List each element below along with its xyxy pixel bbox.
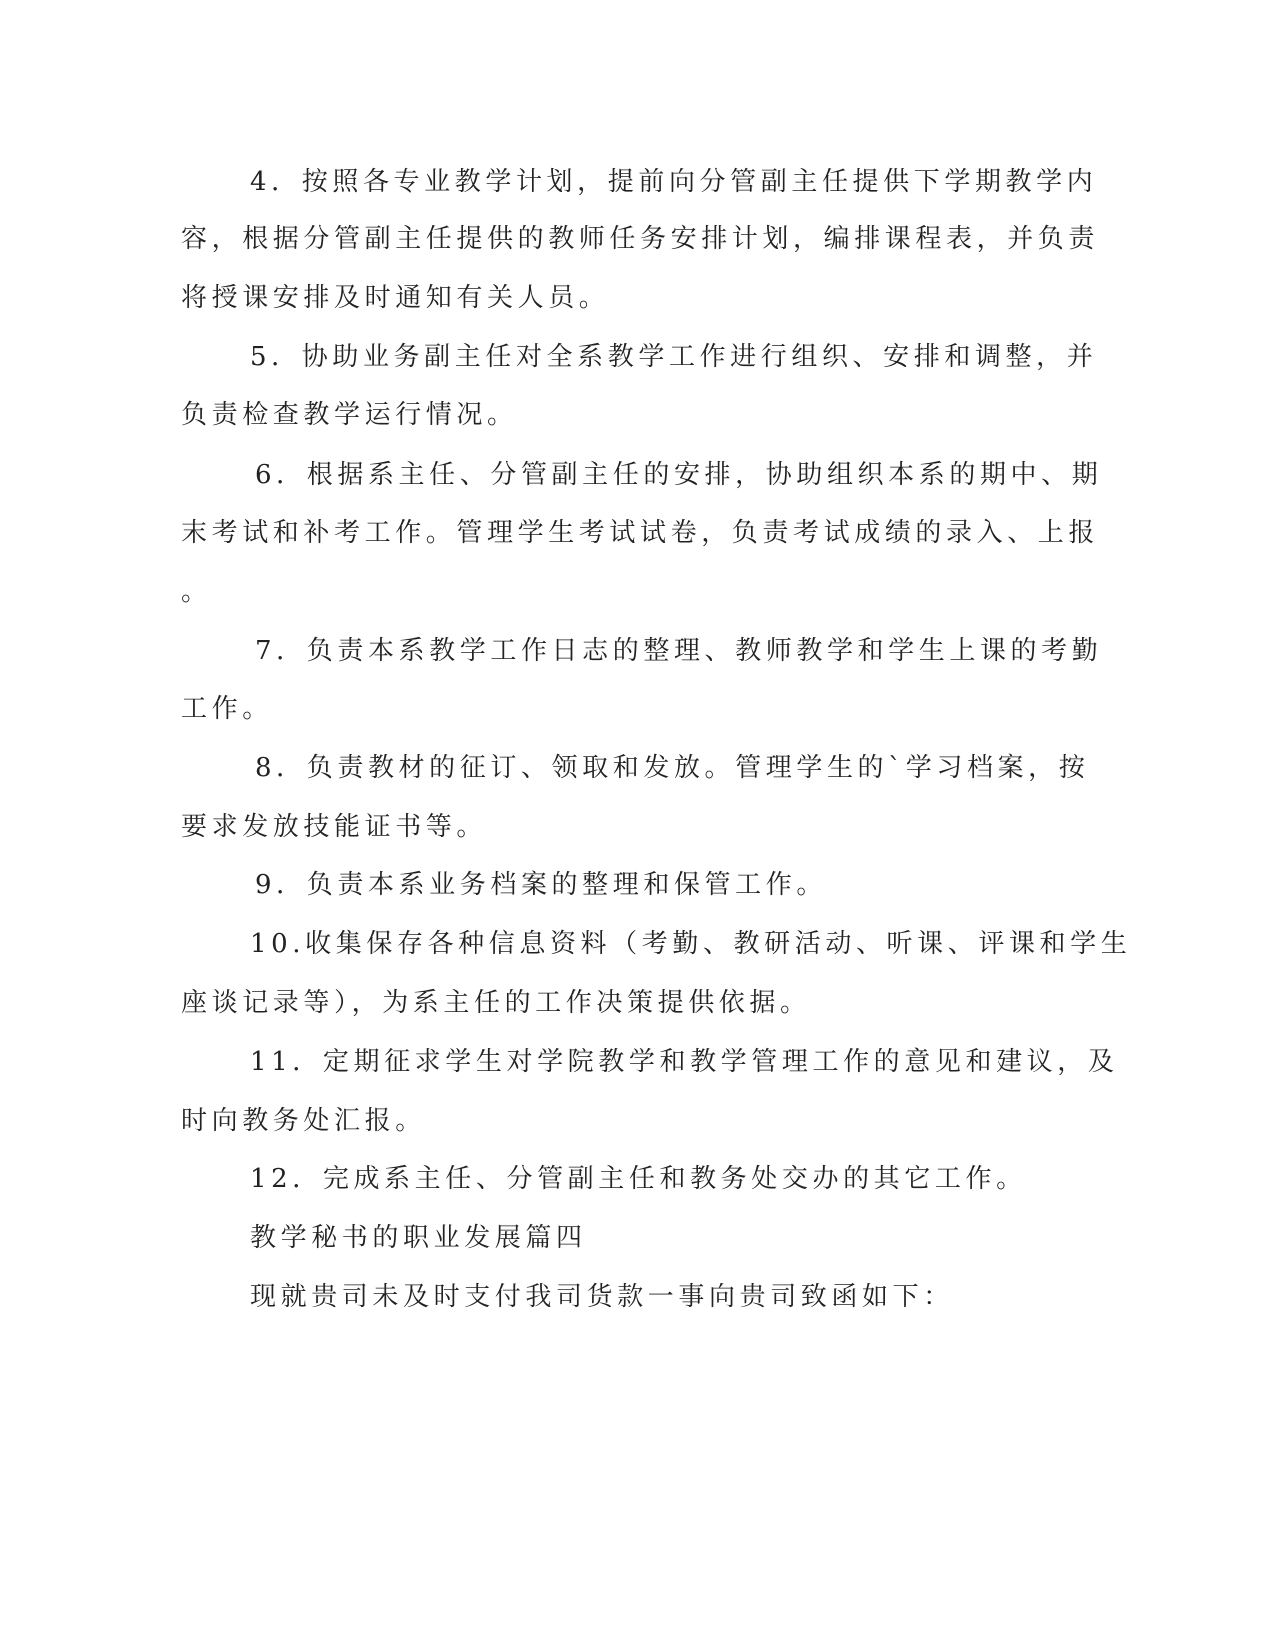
item-4-line-3: 将授课安排及时通知有关人员。 (181, 283, 610, 313)
item-4-line-2: 容，根据分管副主任提供的教师任务安排计划，编排课程表，并负责 (181, 224, 1100, 254)
item-6-line-2: 末考试和补考工作。管理学生考试试卷，负责考试成绩的录入、上报 (181, 518, 1100, 548)
section-heading: 教学秘书的职业发展篇四 (250, 1223, 587, 1253)
item-10-line-2: 座谈记录等），为系主任的工作决策提供依据。 (181, 988, 811, 1018)
item-4-line-1: 4．按照各专业教学计划，提前向分管副主任提供下学期教学内 (250, 167, 1098, 197)
item-12-line-1: 12．完成系主任、分管副主任和教务处交办的其它工作。 (250, 1164, 1027, 1194)
item-7-line-2: 工作。 (181, 694, 273, 724)
item-11-line-1: 11．定期征求学生对学院教学和教学管理工作的意见和建议，及 (250, 1047, 1119, 1077)
item-8-line-2: 要求发放技能证书等。 (181, 812, 488, 842)
item-7-line-1: 7．负责本系教学工作日志的整理、教师教学和学生上课的考勤 (255, 636, 1103, 666)
item-9-line-1: 9．负责本系业务档案的整理和保管工作。 (255, 870, 827, 900)
item-6-line-1: 6．根据系主任、分管副主任的安排，协助组织本系的期中、期 (255, 460, 1103, 490)
item-8-line-1: 8．负责教材的征订、领取和发放。管理学生的`学习档案，按 (255, 753, 1090, 783)
item-11-line-2: 时向教务处汇报。 (181, 1106, 426, 1136)
item-5-line-1: 5．协助业务副主任对全系教学工作进行组织、安排和调整，并 (250, 342, 1098, 372)
item-6-line-3: 。 (181, 577, 212, 607)
item-5-line-2: 负责检查教学运行情况。 (181, 400, 518, 430)
item-10-line-1: 10.收集保存各种信息资料（考勤、教研活动、听课、评课和学生 (250, 929, 1132, 959)
letter-opening-line: 现就贵司未及时支付我司货款一事向贵司致函如下： (250, 1282, 954, 1312)
